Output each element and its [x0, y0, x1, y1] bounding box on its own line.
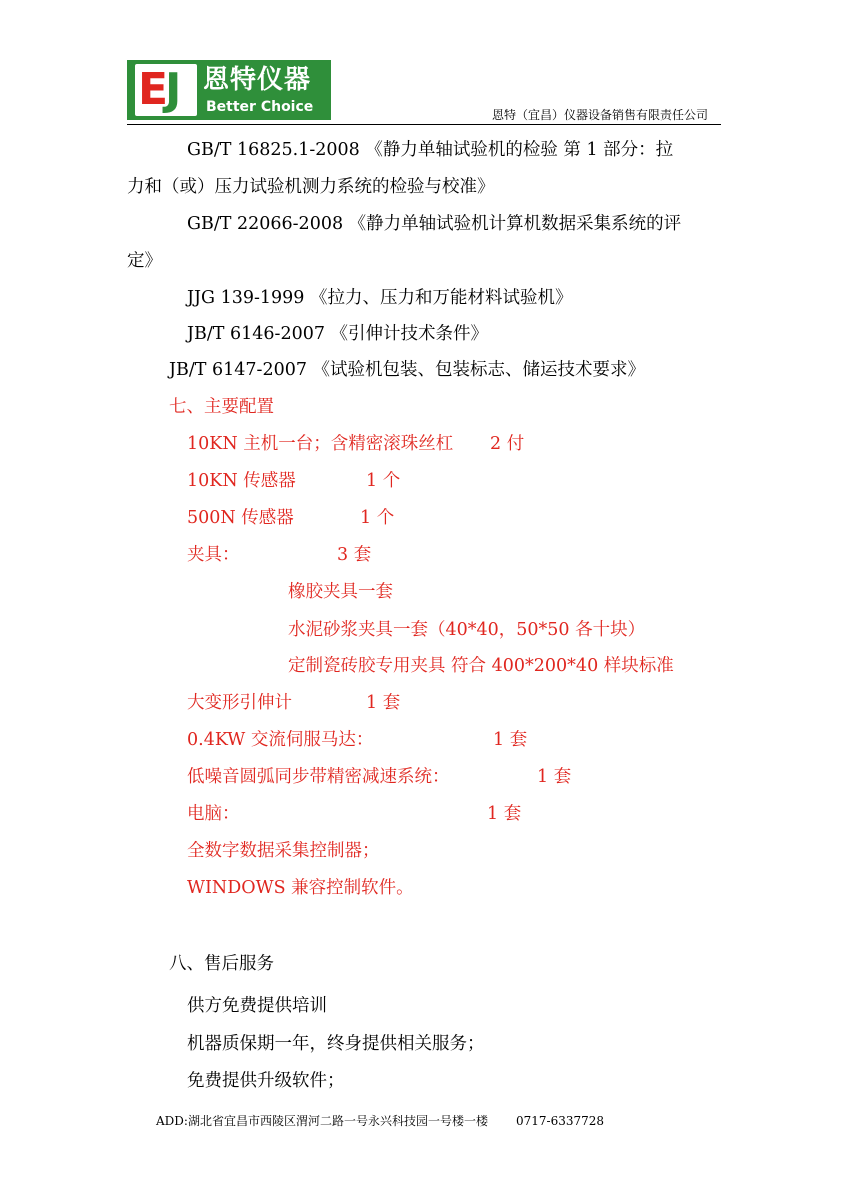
standard-line: JB/T 6147-2007 《试验机包装、包装标志、储运技术要求》 [169, 360, 646, 380]
standard-line: GB/T 16825.1-2008 《静力单轴试验机的检验 第 1 部分：拉 [187, 140, 674, 160]
standard-line: 力和（或）压力试验机测力系统的检验与校准》 [127, 177, 495, 197]
standard-line: JB/T 6146-2007 《引伸计技术条件》 [187, 324, 489, 344]
config-item-name: 低噪音圆弧同步带精密减速系统： [187, 767, 450, 787]
company-logo [127, 60, 331, 120]
config-item-quantity: 1 个 [360, 508, 395, 528]
logo-mark [135, 64, 197, 116]
logo-chinese-name: 恩特仪器 [203, 65, 312, 95]
clamp-item: 定制瓷砖胶专用夹具 符合 400*200*40 样块标准 [288, 656, 674, 676]
config-item-name: 500N 传感器 [187, 508, 294, 528]
standard-line: GB/T 22066-2008 《静力单轴试验机计算机数据采集系统的评 [187, 214, 682, 234]
page-footer [156, 1113, 604, 1129]
config-item-quantity: 1 套 [537, 767, 572, 787]
config-item-name: 0.4KW 交流伺服马达： [187, 730, 374, 750]
standard-line: 定》 [127, 251, 162, 271]
config-item-quantity: 2 付 [490, 434, 525, 454]
config-item-name: 10KN 传感器 [187, 471, 296, 491]
config-item-name: 大变形引伸计 [187, 693, 292, 713]
config-item-name: 全数字数据采集控制器； [187, 841, 380, 861]
config-item-quantity: 3 套 [337, 545, 372, 565]
config-item-name: 电脑： [187, 804, 240, 824]
section-title-after-sales: 八、售后服务 [169, 954, 274, 974]
logo-mark-j: J [165, 64, 182, 115]
service-item: 免费提供升级软件； [187, 1071, 345, 1091]
config-item-quantity: 1 套 [493, 730, 528, 750]
service-item: 供方免费提供培训 [187, 996, 327, 1016]
logo-mark-e: E [138, 64, 169, 115]
clamp-item: 橡胶夹具一套 [288, 582, 393, 602]
config-item-name: 10KN 主机一台；含精密滚珠丝杠 [187, 434, 454, 454]
config-item-quantity: 1 套 [366, 693, 401, 713]
config-item-quantity: 1 个 [366, 471, 401, 491]
footer-address: ADD:湖北省宜昌市西陵区渭河二路一号永兴科技园一号楼一楼 [156, 1114, 488, 1128]
clamp-item: 水泥砂浆夹具一套（40*40，50*50 各十块） [288, 620, 646, 640]
company-name: 恩特（宜昌）仪器设备销售有限责任公司 [491, 108, 708, 122]
config-item-quantity: 1 套 [487, 804, 522, 824]
standard-line: JJG 139-1999 《拉力、压力和万能材料试验机》 [187, 288, 573, 308]
config-item-name: WINDOWS 兼容控制软件。 [187, 878, 414, 898]
service-item: 机器质保期一年，终身提供相关服务； [187, 1034, 485, 1054]
logo-slogan: Better Choice [206, 99, 314, 115]
footer-phone: 0717-6337728 [515, 1114, 605, 1128]
config-item-name: 夹具： [187, 545, 240, 565]
section-title-configuration: 七、主要配置 [169, 397, 274, 417]
header-divider [127, 124, 721, 125]
